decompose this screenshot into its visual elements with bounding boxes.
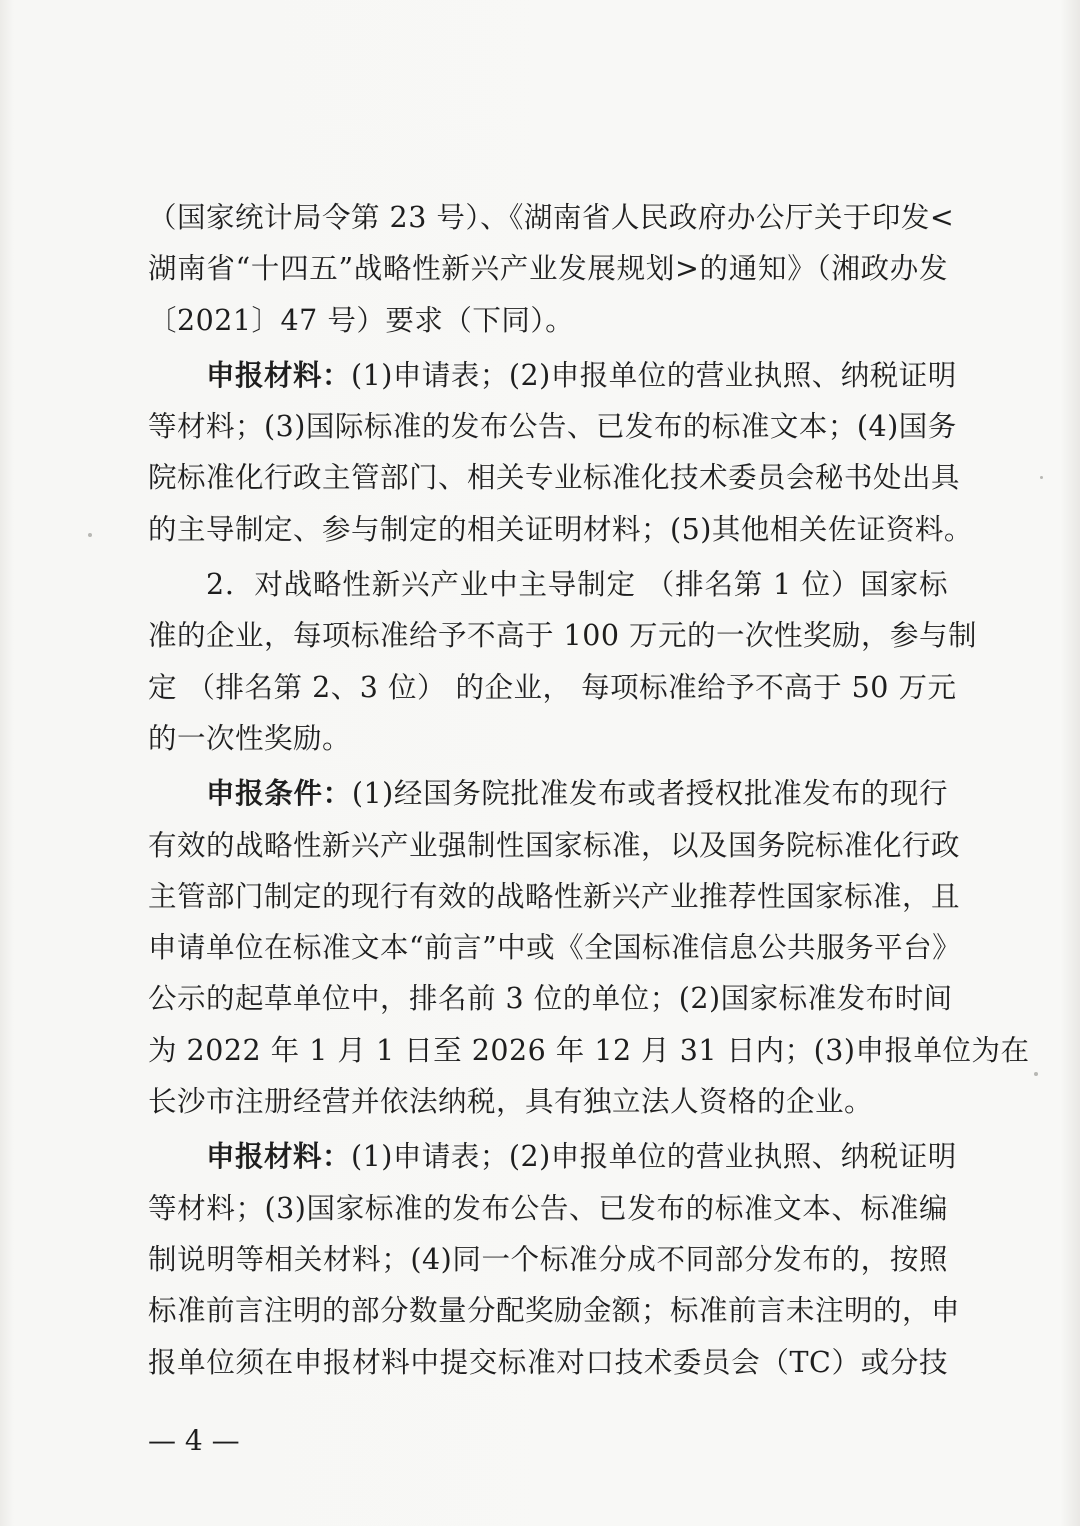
scan-speck (1034, 1072, 1038, 1076)
text-line: 标准前言注明的部分数量分配奖励金额；标准前言未注明的，申 (148, 1294, 961, 1328)
paragraph-first-line: 申报条件：(1)经国务院批准发布或者授权批准发布的现行 (206, 776, 948, 811)
text-line: 院标准化行政主管部门、相关专业标准化技术委员会秘书处出具 (148, 461, 961, 495)
document-body (148, 192, 1030, 1388)
scan-speck (1040, 476, 1043, 479)
text-line: 的一次性奖励。 (148, 721, 352, 755)
text-line: 公示的起草单位中，排名前 3 位的单位；(2)国家标准发布时间 (148, 982, 953, 1016)
text-line: 申请单位在标准文本“前言”中或《全国标准信息公共服务平台》 (148, 931, 962, 965)
text-line: 等材料；(3)国际标准的发布公告、已发布的标准文本；(4)国务 (148, 410, 957, 444)
text-line: 定 （排名第 2、3 位） 的企业， 每项标准给予不高于 50 万元 (148, 670, 957, 704)
text-line: 制说明等相关材料；(4)同一个标准分成不同部分发布的，按照 (148, 1242, 948, 1276)
paragraph-first-line: 2．对战略性新兴产业中主导制定 （排名第 1 位）国家标 (206, 568, 948, 602)
page-number: — 4 — (148, 1424, 240, 1457)
section-heading: 申报材料： (206, 357, 352, 392)
text-line: 报单位须在申报材料中提交标准对口技术委员会（TC）或分技 (148, 1345, 948, 1379)
text-line: 主管部门制定的现行有效的战略性新兴产业推荐性国家标准，且 (148, 879, 961, 913)
text-line: （国家统计局令第 23 号）、《湖南省人民政府办公厅关于印发< (148, 201, 955, 234)
section-heading: 申报条件： (206, 776, 352, 811)
text-line: 长沙市注册经营并依法纳税，具有独立法人资格的企业。 (148, 1085, 874, 1119)
text-line: 〔2021〕47 号）要求（下同）。 (148, 303, 575, 337)
text-line: 为 2022 年 1 月 1 日至 2026 年 12 月 31 日内；(3)申报单位为在 (148, 1033, 1030, 1067)
text-line: 等材料；(3)国家标准的发布公告、已发布的标准文本、标准编 (148, 1191, 948, 1225)
paragraph-first-line: 申报材料：(1)申请表；(2)申报单位的营业执照、纳税证明 (206, 1139, 957, 1174)
text-line: 准的企业，每项标准给予不高于 100 万元的一次性奖励，参与制 (148, 619, 978, 653)
text-line: 湖南省“十四五”战略性新兴产业发展规划>的通知》（湘政办发 (148, 252, 948, 286)
section-heading: 申报材料： (206, 1139, 352, 1174)
paragraph-first-line: 申报材料：(1)申请表；(2)申报单位的营业执照、纳税证明 (206, 357, 957, 392)
text-line: 的主导制定、参与制定的相关证明材料；(5)其他相关佐证资料。 (148, 512, 973, 546)
scan-speck (88, 533, 92, 537)
text-line: 有效的战略性新兴产业强制性国家标准，以及国务院标准化行政 (148, 828, 961, 862)
